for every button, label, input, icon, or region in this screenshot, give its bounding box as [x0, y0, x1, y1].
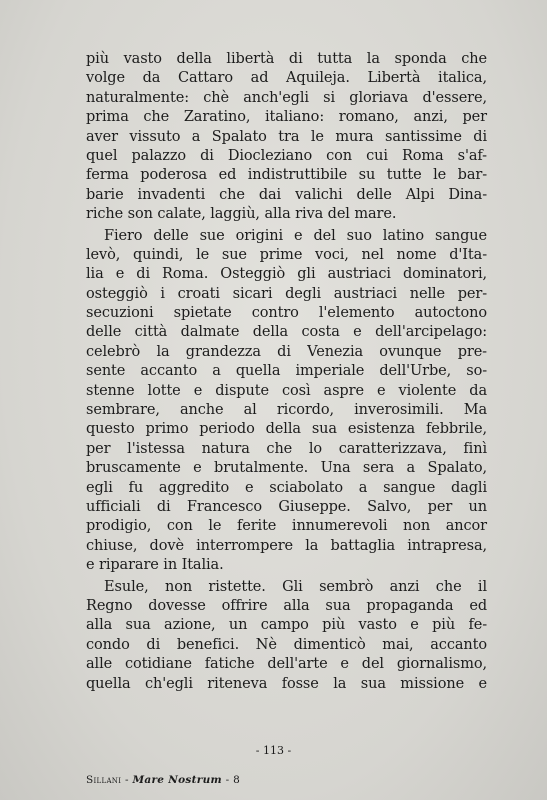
text-line: prodigio, con le ferite innumerevoli non ancor	[86, 518, 487, 535]
footer-signature-number: 8	[233, 774, 241, 786]
text-line: ufficiali di Francesco Giuseppe. Salvo, per un	[86, 498, 487, 515]
text-line: alla sua azione, un campo più vasto e più fe-	[86, 617, 487, 634]
page-number: - 113 -	[255, 744, 292, 757]
text-line: più vasto della libertà di tutta la sponda che	[86, 51, 487, 67]
text-line: chiuse, dovè interrompere la battaglia intrapresa,	[86, 537, 487, 554]
text-line: stenne lotte e dispute così aspre e violente da	[86, 382, 487, 399]
text-line: celebrò la grandezza di Venezia ovunque pre-	[86, 343, 487, 360]
text-line: quella ch'egli riteneva fosse la sua missione e	[86, 675, 487, 692]
text-line: alle cotidiane fatiche dell'arte e del giornalismo,	[86, 656, 487, 673]
text-line: Fiero delle sue origini e del suo latino sangue	[104, 227, 487, 244]
text-line: sente accanto a quella imperiale dell'Urbe, so-	[86, 363, 487, 380]
text-line: barie invadenti che dai valichi delle Alpi Dina-	[86, 186, 487, 203]
text-line: ferma poderosa ed indistruttibile su tutte le bar-	[86, 167, 487, 184]
text-line: egli fu aggredito e sciabolato a sangue dagli	[86, 479, 487, 496]
text-line: secuzioni spietate contro l'elemento autoctono	[86, 305, 487, 322]
text-line: bruscamente e brutalmente. Una sera a Spalato,	[86, 460, 487, 477]
footer-separator: -	[221, 774, 234, 786]
body-text	[86, 50, 487, 694]
text-line: e riparare in Italia.	[86, 557, 224, 574]
text-line: lia e di Roma. Osteggiò gli austriaci dominatori,	[86, 266, 487, 283]
text-line: levò, quindi, le sue prime voci, nel nome d'Ita-	[86, 246, 487, 263]
text-line: riche son calate, laggiù, alla riva del mare.	[86, 206, 397, 223]
text-line: questo primo periodo della sua esistenza febbrile,	[86, 421, 487, 438]
text-line: Esule, non ristette. Gli sembrò anzi che il	[104, 578, 487, 595]
paragraph	[86, 578, 487, 694]
text-line: sembrare, anche al ricordo, inverosimili. Ma	[86, 402, 487, 419]
text-line: aver vissuto a Spalato tra le mura santissime di	[86, 128, 487, 145]
text-line: osteggiò i croati sicari degli austriaci nelle per-	[86, 285, 487, 302]
paragraph	[86, 227, 487, 576]
paragraph	[86, 50, 487, 225]
text-line: naturalmente: chè anch'egli si gloriava d'essere,	[86, 89, 487, 106]
text-line: prima che Zaratino, italiano: romano, anzi, per	[86, 109, 487, 126]
text-line: volge da Cattaro ad Aquileja. Libertà italica,	[86, 70, 487, 87]
footer-separator: -	[121, 774, 133, 786]
footer-title: Mare Nostrum	[132, 774, 222, 786]
footer-signature-line	[86, 774, 240, 786]
text-line: quel palazzo di Diocleziano con cui Roma s'af-	[86, 147, 487, 164]
text-line: condo di benefici. Nè dimenticò mai, accanto	[86, 636, 487, 653]
footer-author: Sillani	[86, 774, 122, 786]
text-line: per l'istessa natura che lo caratterizzava, finì	[86, 440, 487, 457]
text-line: delle città dalmate della costa e dell'arcipelago:	[86, 324, 487, 341]
text-line: Regno dovesse offrire alla sua propaganda ed	[86, 597, 487, 614]
